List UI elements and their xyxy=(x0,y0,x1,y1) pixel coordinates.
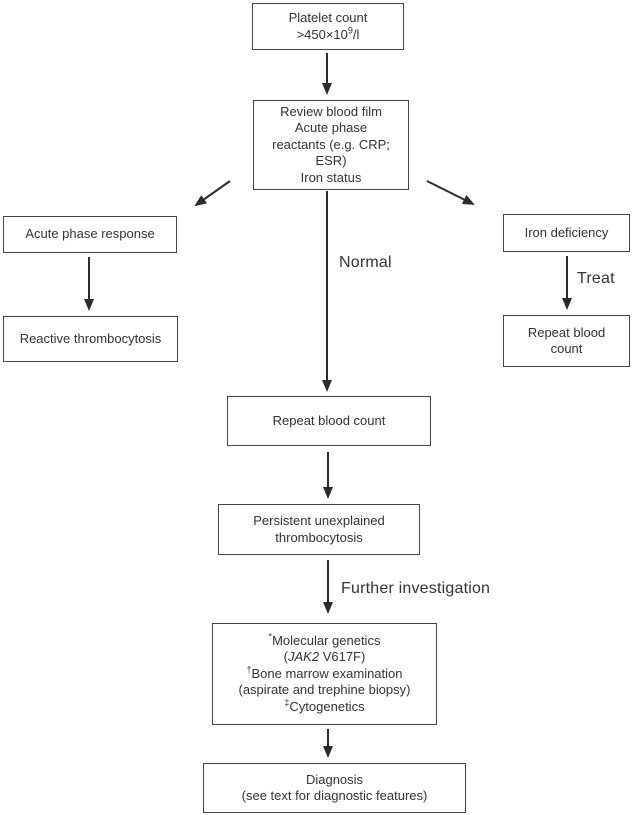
persistent-line: Persistent unexplained xyxy=(253,513,385,528)
review-line: Review blood film xyxy=(280,103,382,119)
molecular-line: †Bone marrow examination xyxy=(246,664,403,681)
reactive-thrombocytosis-label: Reactive thrombocytosis xyxy=(19,330,162,346)
molecular-line: (aspirate and trephine biopsy) xyxy=(238,682,411,698)
review-line: Acute phase xyxy=(294,120,368,136)
review-line: reactants (e.g. CRP; xyxy=(272,136,390,152)
reactive-thrombocytosis-box xyxy=(3,316,178,362)
iron-deficiency-label: Iron deficiency xyxy=(524,224,609,240)
normal-label: Normal xyxy=(339,254,392,271)
platelet-count-box xyxy=(252,3,404,50)
repeat-right-line: count xyxy=(550,341,583,356)
repeat-blood-count-box xyxy=(227,396,431,446)
review-line: ESR) xyxy=(315,153,347,169)
repeat-blood-count-right-box xyxy=(503,315,630,367)
repeat-blood-count-label: Repeat blood count xyxy=(272,412,386,428)
further-investigation-label: Further investigation xyxy=(341,580,491,597)
molecular-line: (JAK2 V617F) xyxy=(283,649,366,665)
review-line: Iron status xyxy=(300,169,362,185)
persistent-line: thrombocytosis xyxy=(275,529,363,545)
arrow-review-to-acute-diagonal xyxy=(196,181,230,205)
acute-phase-response-box xyxy=(3,216,177,253)
review-blood-film-box xyxy=(253,100,409,190)
repeat-right-line: Repeat blood xyxy=(527,324,606,340)
molecular-genetics-box xyxy=(212,623,437,725)
molecular-line: ‡Cytogenetics xyxy=(284,697,365,714)
persistent-thrombocytosis-box xyxy=(218,504,420,555)
diagnosis-line: Diagnosis xyxy=(305,771,364,787)
diagnosis-box xyxy=(203,763,466,813)
platelet-count-line: Platelet count xyxy=(288,10,368,25)
platelet-count-value: $>450\times 10^9/l$ xyxy=(296,25,360,42)
treat-label: Treat xyxy=(577,270,615,287)
acute-phase-label: Acute phase response xyxy=(25,226,155,242)
diagnosis-line: (see text for diagnostic features) xyxy=(241,788,428,803)
molecular-line: *Molecular genetics xyxy=(268,631,381,648)
iron-deficiency-box xyxy=(503,214,630,252)
arrow-review-to-iron-diagonal xyxy=(427,181,473,204)
